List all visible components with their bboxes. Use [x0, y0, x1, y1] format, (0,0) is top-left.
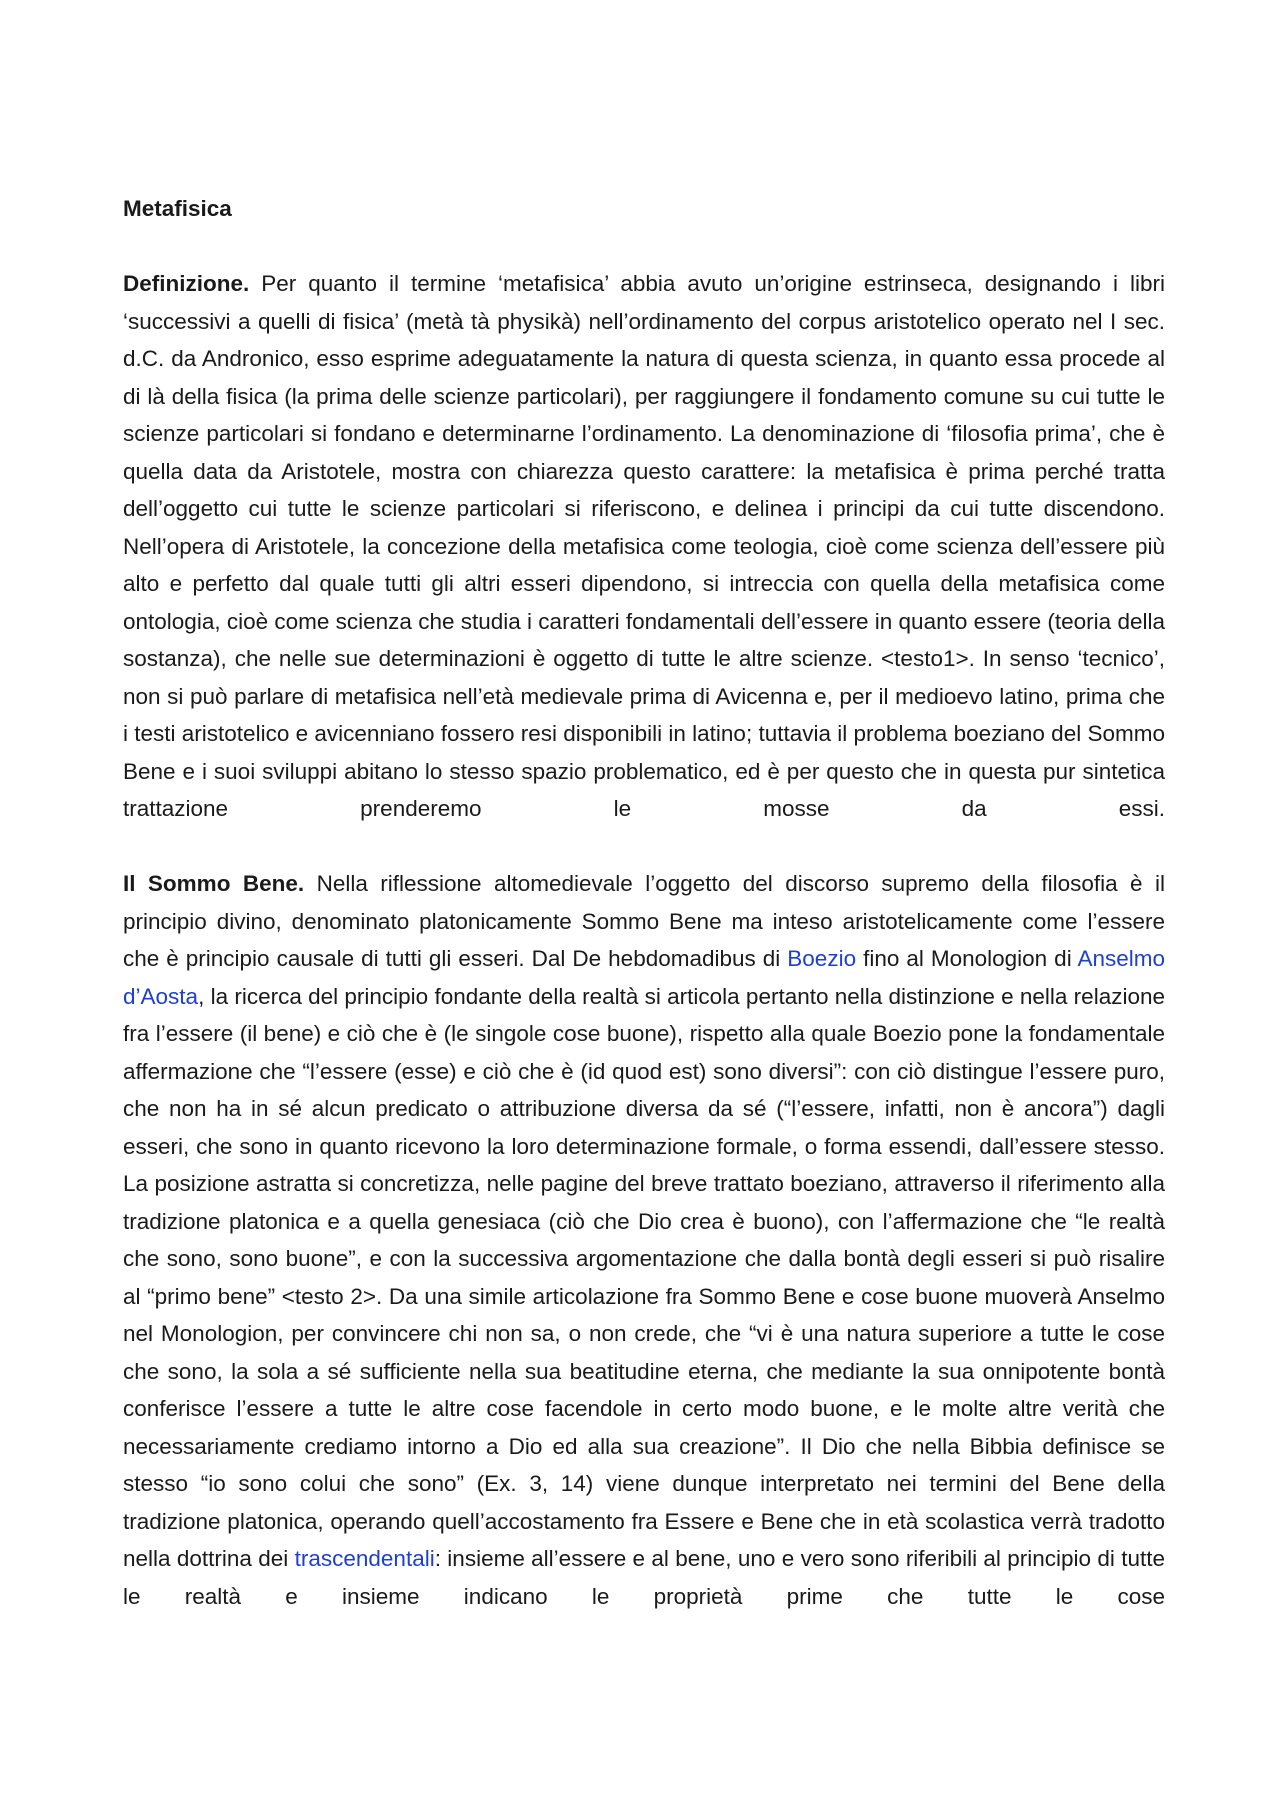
section-body-part-3: , la ricerca del principio fondante della realtà si articola pertanto nella distinzione e nella relazione fra l’essere (il bene) e ciò che è (le singole cose buone), rispetto alla quale Boezio pone la fondamentale affermazione che “l’essere (esse) e ciò che è (id quod est) sono diversi”: con ciò distingue l’essere puro, che non ha in sé alcun predicato o attribuzione diversa da sé (“l’essere, infatti, non è ancora”) dagli esseri, che sono in quanto ricevono la loro determinazione formale, o forma essendi, dall’essere stesso. La posizione astratta si concretizza, nelle pagine del breve trattato boeziano, attraverso il riferimento alla tradizione platonica e a quella genesiaca (ciò che Dio crea è buono), con l’affermazione che “le realtà che sono, sono buone”, e con la successiva argomentazione che dalla bontà degli esseri si può risalire al “primo bene” <testo 2>. Da una simile articolazione fra Sommo Bene e cose buone muoverà Anselmo nel Monologion, per convincere chi non sa, o non crede, che “vi è una natura superiore a tutte le cose che sono, la sola a sé sufficiente nella sua beatitudine eterna, che mediante la sua onnipotente bontà conferisce l’essere a tutte le altre cose facendole in certo modo buone, e le molte altre verità che necessariamente crediamo intorno a Dio ed alla sua creazione”. Il Dio che nella Bibbia definisce se stesso “io sono colui che sono” (Ex. 3, 14) viene dunque interpretato nei termini del Bene della tradizione platonica, operando quell’accostamento fra Essere e Bene che in età scolastica verrà tradotto nella dottrina dei: [123, 983, 1165, 1571]
section-body-part-4: : insieme all’essere e al bene, uno e vero sono riferibili al principio di tutte le realtà e insieme indicano le proprietà prime che tutte le cose: [123, 1546, 1166, 1609]
link-boezio[interactable]: Boezio: [787, 946, 857, 971]
section-body-part-2: fino al Monologion di: [856, 946, 1078, 971]
section-sommo-bene: [123, 865, 1165, 1615]
section-definizione: [123, 265, 1165, 828]
link-anselmo-daosta[interactable]: Anselmo d’Aosta: [123, 946, 1165, 1009]
document-title: Metafisica: [123, 196, 232, 221]
section-heading-sommo-bene: Il Sommo Bene.: [123, 871, 305, 896]
document-page: [123, 190, 1165, 1653]
section-body-part-1: Nella riflessione altomedievale l’oggetto del discorso supremo della filosofia è il principio divino, denominato platonicamente Sommo Bene ma inteso aristotelicamente come l’essere che è principio causale di tutti gli esseri. Dal De hebdomadibus di: [123, 871, 1165, 971]
section-body-definizione: Per quanto il termine ‘metafisica’ abbia avuto un’origine estrinseca, designando i libri ‘successivi a quelli di fisica’ (metà tà physikà) nell’ordinamento del corpus aristotelico operato nel I sec. d.C. da Andronico, esso esprime adeguatamente la natura di questa scienza, in quanto essa procede al di là della fisica (la prima delle scienze particolari), per raggiungere il fondamento comune su cui tutte le scienze particolari si fondano e determinarne l’ordinamento. La denominazione di ‘filosofia prima’, che è quella data da Aristotele, mostra con chiarezza questo carattere: la metafisica è prima perché tratta dell’oggetto cui tutte le scienze particolari si riferiscono, e delinea i principi da cui tutte discendono. Nell’opera di Aristotele, la concezione della metafisica come teologia, cioè come scienza dell’essere più alto e perfetto dal quale tutti gli altri esseri dipendono, si intreccia con quella della metafisica come ontologia, cioè come scienza che studia i caratteri fondamentali dell’essere in quanto essere (teoria della sostanza), che nelle sue determinazioni è oggetto di tutte le altre scienze. <testo1>. In senso ‘tecnico’, non si può parlare di metafisica nell’età medievale prima di Avicenna e, per il medioevo latino, prima che i testi aristotelico e avicenniano fossero resi disponibili in latino; tuttavia il problema boeziano del Sommo Bene e i suoi sviluppi abitano lo stesso spazio problematico, ed è per questo che in questa pur sintetica trattazione prenderemo le mosse da essi.: [123, 271, 1165, 821]
link-trascendentali[interactable]: trascendentali: [294, 1546, 435, 1571]
section-heading-definizione: Definizione.: [123, 271, 250, 296]
